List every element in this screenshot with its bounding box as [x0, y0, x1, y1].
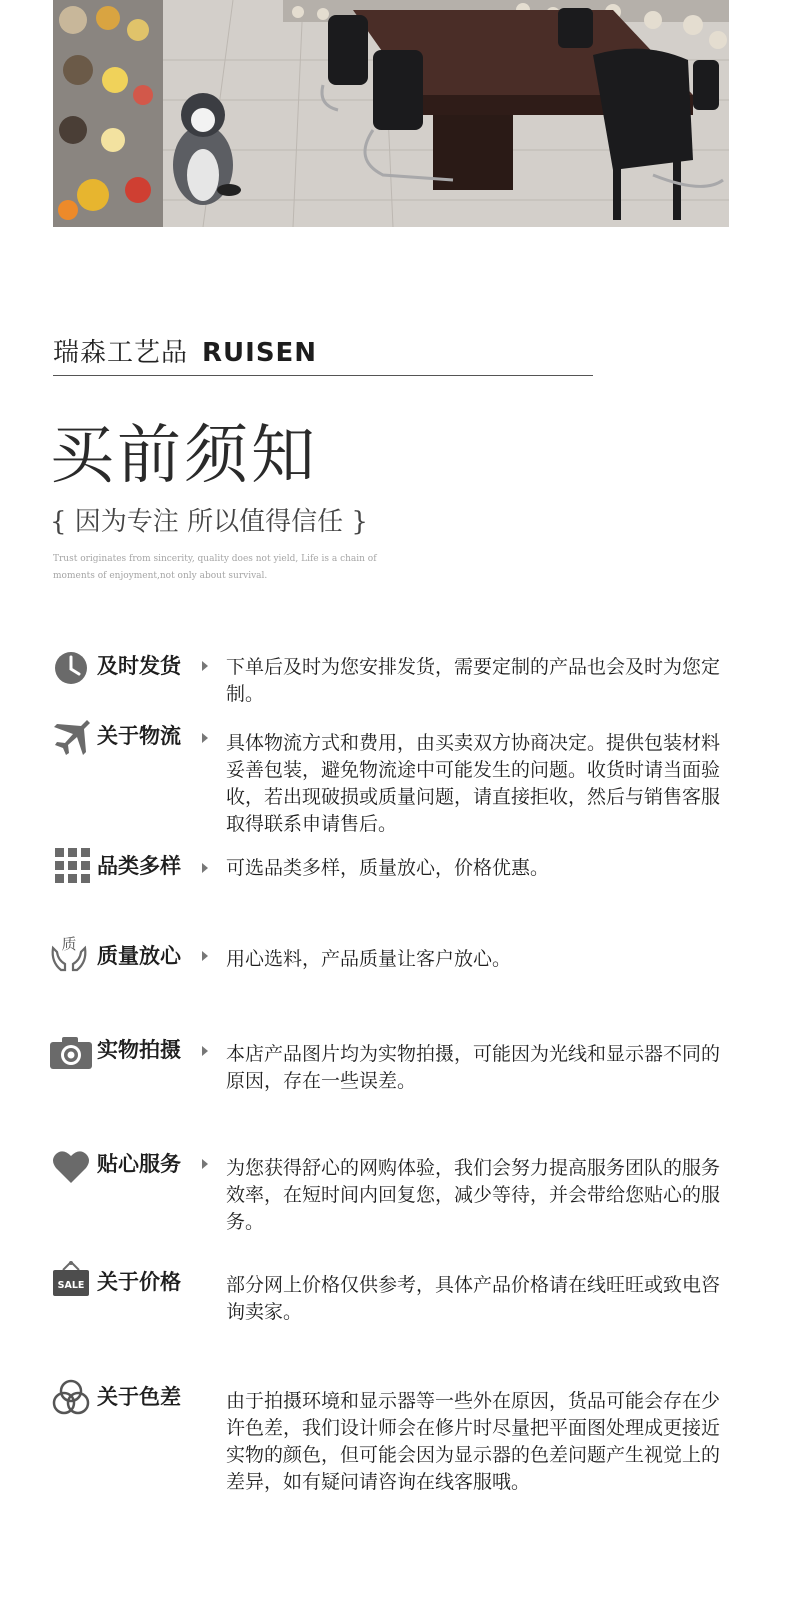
chevron-right-icon — [202, 1046, 208, 1056]
brand-name-cn: 瑞森工艺品 — [53, 338, 189, 368]
english-tagline: Trust originates from sincerity, quality does not yield, Life is a chain of moments of enjoyment,not only about survival. — [53, 554, 377, 581]
chevron-right-icon — [202, 733, 208, 743]
notice-title-service: 贴心服务 — [97, 1151, 181, 1176]
color-circles-icon — [51, 1378, 91, 1418]
notice-text-service: 为您获得舒心的网购体验，我们会努力提高服务团队的服务效率，在短时间内回复您，减少等待，并会带给您贴心的服务。 — [226, 1157, 721, 1233]
chevron-right-icon — [202, 951, 208, 961]
brand-name-en: RUISEN — [202, 338, 318, 368]
chevron-right-icon — [202, 1159, 208, 1169]
notice-text-color: 由于拍摄环境和显示器等一些外在原因，货品可能会存在少许色差，我们设计师会在修片时尽量把平面图处理成更接近实物的颜色，但可能会因为显示器的色差问题产生视觉上的差异，如有疑问请咨询在线客服哦。 — [226, 1390, 721, 1493]
sale-tag-icon — [51, 1260, 91, 1300]
quality-hands-icon — [49, 932, 89, 972]
notice-title-variety: 品类多样 — [97, 853, 181, 878]
notice-title-logistics: 关于物流 — [97, 723, 181, 748]
page-title: 买前须知 — [50, 419, 318, 493]
notice-text-logistics: 具体物流方式和费用，由买卖双方协商决定。提供包装材料妥善包装，避免物流途中可能发生的问题。收货时请当面验收，若出现破损或质量问题，请直接拒收，然后与销售客服取得联系申请售后。 — [226, 732, 721, 835]
chevron-right-icon — [202, 863, 208, 873]
notice-text-variety: 可选品类多样，质量放心，价格优惠。 — [226, 857, 550, 879]
camera-icon — [49, 1033, 93, 1073]
heart-icon — [51, 1147, 91, 1187]
notice-title-shipping: 及时发货 — [97, 653, 181, 678]
airplane-icon — [51, 716, 91, 756]
notice-title-price: 关于价格 — [97, 1269, 181, 1294]
sale-tag-text: SALE — [57, 1280, 85, 1291]
grid-icon — [53, 846, 93, 886]
quality-glyph: 质 — [61, 935, 77, 953]
notice-text-quality: 用心选料，产品质量让客户放心。 — [226, 948, 512, 970]
notice-title-photos: 实物拍摄 — [97, 1037, 181, 1062]
showroom-photo — [53, 0, 729, 227]
notice-text-shipping: 下单后及时为您安排发货，需要定制的产品也会及时为您定制。 — [226, 656, 721, 705]
page-subtitle: { 因为专注 所以值得信任 } — [50, 507, 368, 537]
notice-title-color: 关于色差 — [97, 1384, 181, 1409]
brand-header — [53, 336, 317, 370]
brand-divider — [53, 375, 593, 376]
notice-title-quality: 质量放心 — [97, 943, 181, 968]
notice-text-price: 部分网上价格仅供参考，具体产品价格请在线旺旺或致电咨询卖家。 — [226, 1274, 721, 1323]
clock-icon — [51, 648, 91, 688]
notice-text-photos: 本店产品图片均为实物拍摄，可能因为光线和显示器不同的原因，存在一些误差。 — [226, 1043, 721, 1092]
chevron-right-icon — [202, 661, 208, 671]
